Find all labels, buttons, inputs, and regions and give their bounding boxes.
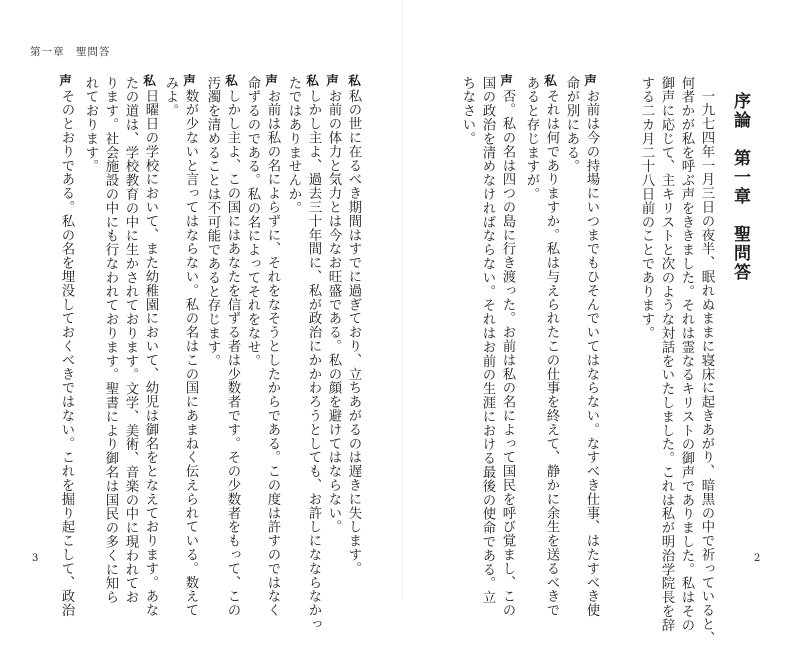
dialogue-line: 否。私の名は四つの島に行き渡った。お前は私の名によって国民を呼び覚まし、この [500, 89, 515, 618]
dialogue-line: れております。 [83, 76, 98, 174]
narration-line: 何者かが私を呼ぶ声をききました。それは霊なるキリストの御声でありました。私はその [679, 76, 694, 632]
speaker-label-me: 私 [304, 74, 319, 88]
page-number-left: 3 [32, 553, 39, 564]
dialogue-line: 命ずるのである。私の名によってそれをなせ。 [245, 76, 260, 368]
dialogue-line: 国の政治を清めなければならない。それはお前の生涯における最後の使命である。立 [480, 76, 495, 605]
speaker-label-voice: 声 [263, 74, 278, 88]
speaker-label-voice: 声 [582, 74, 597, 88]
dialogue-line: しかし主よ、過去三十年間に、私が政治にかかわろうとしても、お許しになならなかっ [306, 89, 321, 632]
dialogue-line: 汚濁を清めることは不可能であると存じます。 [205, 76, 220, 368]
dialogue-line: たではありませんか。 [286, 76, 301, 215]
speaker-label-voice: 声 [498, 74, 513, 88]
dialogue-line: そのとおりである。私の名を埋没しておくべきではない。これを掘り起こして、政治 [59, 89, 74, 618]
chapter-title: 序論 第一章 聖問答 [730, 92, 750, 282]
speaker-label-me: 私 [346, 74, 361, 88]
speaker-label-voice: 声 [324, 74, 339, 88]
dialogue-line: 数が少ないと言ってはならない。私の名はこの国にあまねく伝えられている。数えて [183, 89, 198, 618]
speaker-label-voice: 声 [57, 74, 72, 88]
dialogue-line: それは何でありますか。私は与えられたこの仕事を終えて、静かに余生を送るべきで [544, 89, 559, 618]
dialogue-line: あると存じますが。 [524, 76, 539, 202]
dialogue-line: お前は私の名によらずに、それをなそうとしたからである。この度は許すのではなく [265, 89, 280, 618]
page-number-right: 2 [754, 553, 761, 564]
speaker-label-me: 私 [223, 74, 238, 88]
dialogue-line: お前の体力と気力とは今なお旺盛である。私の顔を避けてはならない。 [326, 89, 341, 534]
dialogue-line: みよ。 [163, 76, 178, 118]
speaker-label-me: 私 [542, 74, 557, 88]
running-head: 第一章 聖問答 [30, 46, 111, 58]
speaker-label-voice: 声 [181, 74, 196, 88]
dialogue-line: 日曜日の学校において、また幼稚園において、幼児は御名をとなえております。あな [143, 89, 158, 618]
dialogue-line: しかし主よ、この国にはあなたを信ずる者は少数者です。その少数者をもって、この [225, 89, 240, 618]
dialogue-line: 命が別にある。 [564, 76, 579, 174]
dialogue-line: 私の世に在るべき期間はすでに過ぎており、立ちあがるのは遅きに失します。 [346, 89, 361, 576]
narration-line: する二カ月二十八日前のことであります。 [639, 76, 654, 341]
dialogue-line: たの道は、学校教育の中に生かされております。文学、美術、音楽の中に現われてお [123, 76, 138, 605]
speaker-label-me: 私 [141, 74, 156, 88]
dialogue-line: ります。社会施設の中にも行なわれております。聖書により御名は国民の多くに知ら [103, 76, 118, 605]
dialogue-line: ちなさい。 [460, 76, 475, 146]
book-gutter [402, 0, 403, 600]
narration-line: 一九七四年一月三日の夜半、眠れぬままに寝床に起きあがり、暗黒の中で祈っていると、 [699, 89, 714, 645]
dialogue-line: お前は今の持場にいつまでもひそんでいてはならない。なすべき仕事、はたすべき使 [584, 89, 599, 618]
narration-line: 御声に応じて、主キリストと次のような対話をいたしました。これは私が明治学院長を辞 [659, 76, 674, 632]
